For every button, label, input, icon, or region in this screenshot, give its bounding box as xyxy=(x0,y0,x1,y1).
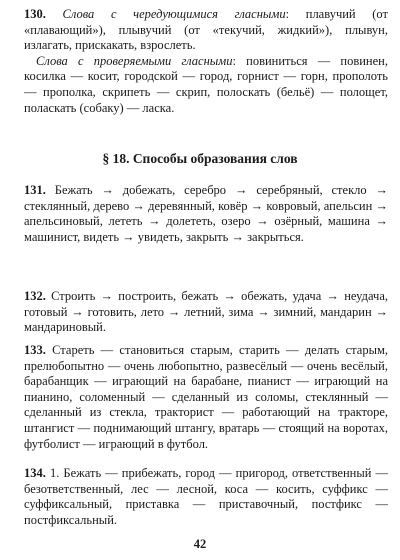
exercise-131 xyxy=(24,183,388,245)
exercise-134-text: 1. Бежать — прибежать, город — пригород, ответственный — безответственный, лес — лесной, коса — косить, суффикс — суффиксальный, приставка — приставочный, постфикс — постфиксальный. xyxy=(24,466,388,527)
exercise-130 xyxy=(24,7,388,116)
exercise-133 xyxy=(24,343,388,452)
exercise-number: 132. xyxy=(24,289,46,303)
exercise-133-text: Стареть — становиться старым, старить — делать старым, прелюбопытно — очень любопытно, развесёлый — очень весёлый, барабанщик — играющий на барабане, пианист — играющий на пианино, соломенный — сделанный из соломы, стеклянный — сделанный из стекла, тракторист — работающий на тракторе, штангист — поднимающий штангу, вратарь — стоящий на воротах, футболист — играющий в футбол. xyxy=(24,343,388,451)
exercise-number: 134. xyxy=(24,466,46,480)
term-checked-vowels: Слова с проверяемыми гласными xyxy=(36,53,233,68)
exercise-130-text-1: : плавучий (от «плавающий»), плывучий (от «текучий, жидкий»), плывун, излагать, прискакать, взрослеть. xyxy=(24,7,388,53)
term-alternating-vowels: Слова с чередующимися гласными xyxy=(62,7,286,21)
exercise-134 xyxy=(24,466,388,528)
exercise-132-text: Строить → построить, бежать → обежать, удача → неудача, готовый → готовить, лето → летний, зима → зимний, мандарин → мандариновый. xyxy=(24,289,389,335)
exercise-number: 133. xyxy=(24,343,46,357)
exercise-number: 130. xyxy=(24,7,46,21)
exercise-131-text: Бежать → добежать, серебро → серебряный, стекло → стеклянный, дерево → деревянный, ковёр → ковровый, апельсин → апельсиновый, лететь → долететь, озеро → озёрный, машина → машинист, видеть → увидеть, закрыть → закрыться. xyxy=(24,183,389,244)
exercise-130-text-2: : повиниться — повинен, косилка — косит, городской — город, горнист — горн, прополоть — прополка, скрипеть — скрип, полоскать (бельё) — полощет, поласкать (собаку) — ласка. xyxy=(24,53,388,115)
section-heading: § 18. Способы образования слов xyxy=(102,151,298,166)
page-number: 42 xyxy=(193,537,207,551)
exercise-number: 131. xyxy=(24,183,46,197)
exercise-132 xyxy=(24,289,388,336)
